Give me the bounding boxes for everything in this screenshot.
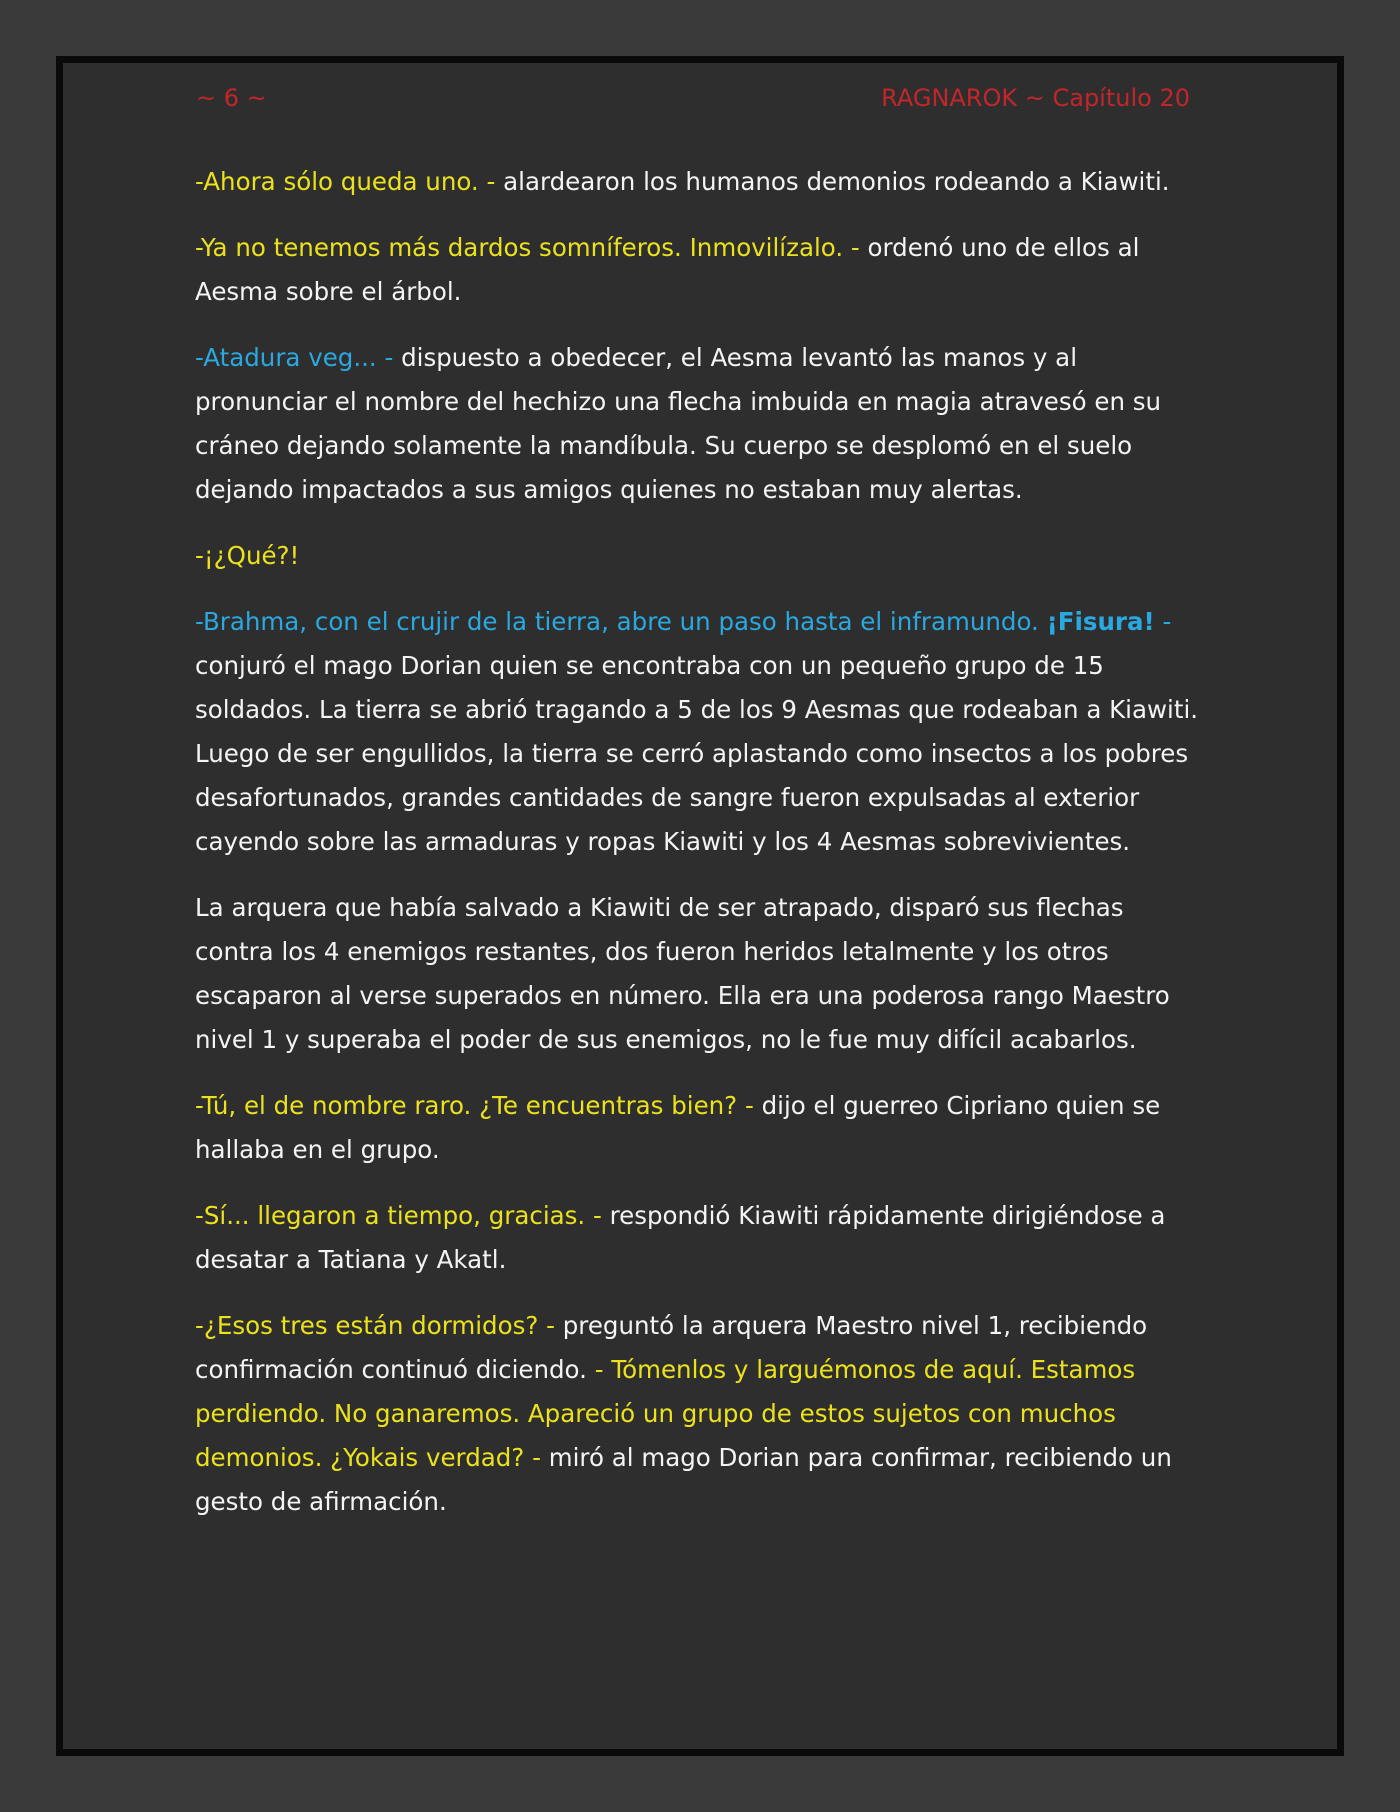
dialogue: -Tú, el de nombre raro. ¿Te encuentras bien? - [195,1091,754,1120]
paragraph [195,1194,1205,1282]
spell-end: - [1154,607,1172,636]
spell-incantation: -Brahma, con el crujir de la tierra, abre un paso hasta el inframundo. [195,607,1047,636]
page-body [195,160,1205,1546]
paragraph [195,600,1205,864]
narration: conjuró el mago Dorian quien se encontraba con un pequeño grupo de 15 soldados. La tierra se abrió tragando a 5 de los 9 Aesmas que rodeaban a Kiawiti. Luego de ser engullidos, la tierra se cerró aplastando como insectos a los pobres desafortunados, grandes cantidades de sangre fueron expulsadas al exterior cayendo sobre las armaduras y ropas Kiawiti y los 4 Aesmas sobrevivientes. [195,651,1199,856]
dialogue: -¡¿Qué?! [195,541,300,570]
dialogue: -¿Esos tres están dormidos? - [195,1311,555,1340]
paragraph [195,226,1205,314]
paragraph [195,1304,1205,1524]
page-header [196,84,1190,118]
paragraph [195,534,1205,578]
paragraph [195,1084,1205,1172]
dialogue: -Ahora sólo queda uno. - [195,167,496,196]
narration: dispuesto a obedecer, el Aesma levantó las manos y al pronunciar el nombre del hechizo una flecha imbuida en magia atravesó en su cráneo dejando solamente la mandíbula. Su cuerpo se desplomó en el suelo dejando impactados a sus amigos quienes no estaban muy alertas. [195,343,1162,504]
narration: miró al mago Dorian para confirmar, recibiendo un gesto de afirmación. [195,1443,1172,1516]
chapter-title: RAGNAROK ~ Capítulo 20 [881,84,1190,112]
spell-incantation: -Atadura veg... - [195,343,394,372]
dialogue: - Tómenlos y larguémonos de aquí. Estamos perdiendo. No ganaremos. Apareció un grupo de estos sujetos con muchos demonios. ¿Yokais verdad? - [195,1355,1136,1472]
spell-name: ¡Fisura! [1046,607,1155,636]
page-number: ~ 6 ~ [196,84,267,112]
paragraph [195,886,1205,1062]
narration: respondió Kiawiti rápidamente dirigiéndose a desatar a Tatiana y Akatl. [195,1201,1166,1274]
paragraph [195,336,1205,512]
narration: La arquera que había salvado a Kiawiti de ser atrapado, disparó sus flechas contra los 4 enemigos restantes, dos fueron heridos letalmente y los otros escaparon al verse superados en número. Ella era una poderosa rango Maestro nivel 1 y superaba el poder de sus enemigos, no le fue muy difícil acabarlos. [195,893,1170,1054]
dialogue: -Ya no tenemos más dardos somníferos. Inmovilízalo. - [195,233,860,262]
narration: preguntó la arquera Maestro nivel 1, recibiendo confirmación continuó diciendo. [195,1311,1148,1384]
narration: dijo el guerreo Cipriano quien se hallaba en el grupo. [195,1091,1161,1164]
dialogue: -Sí... llegaron a tiempo, gracias. - [195,1201,602,1230]
paragraph [195,160,1205,204]
narration: alardearon los humanos demonios rodeando a Kiawiti. [495,167,1170,196]
narration: ordenó uno de ellos al Aesma sobre el árbol. [195,233,1140,306]
